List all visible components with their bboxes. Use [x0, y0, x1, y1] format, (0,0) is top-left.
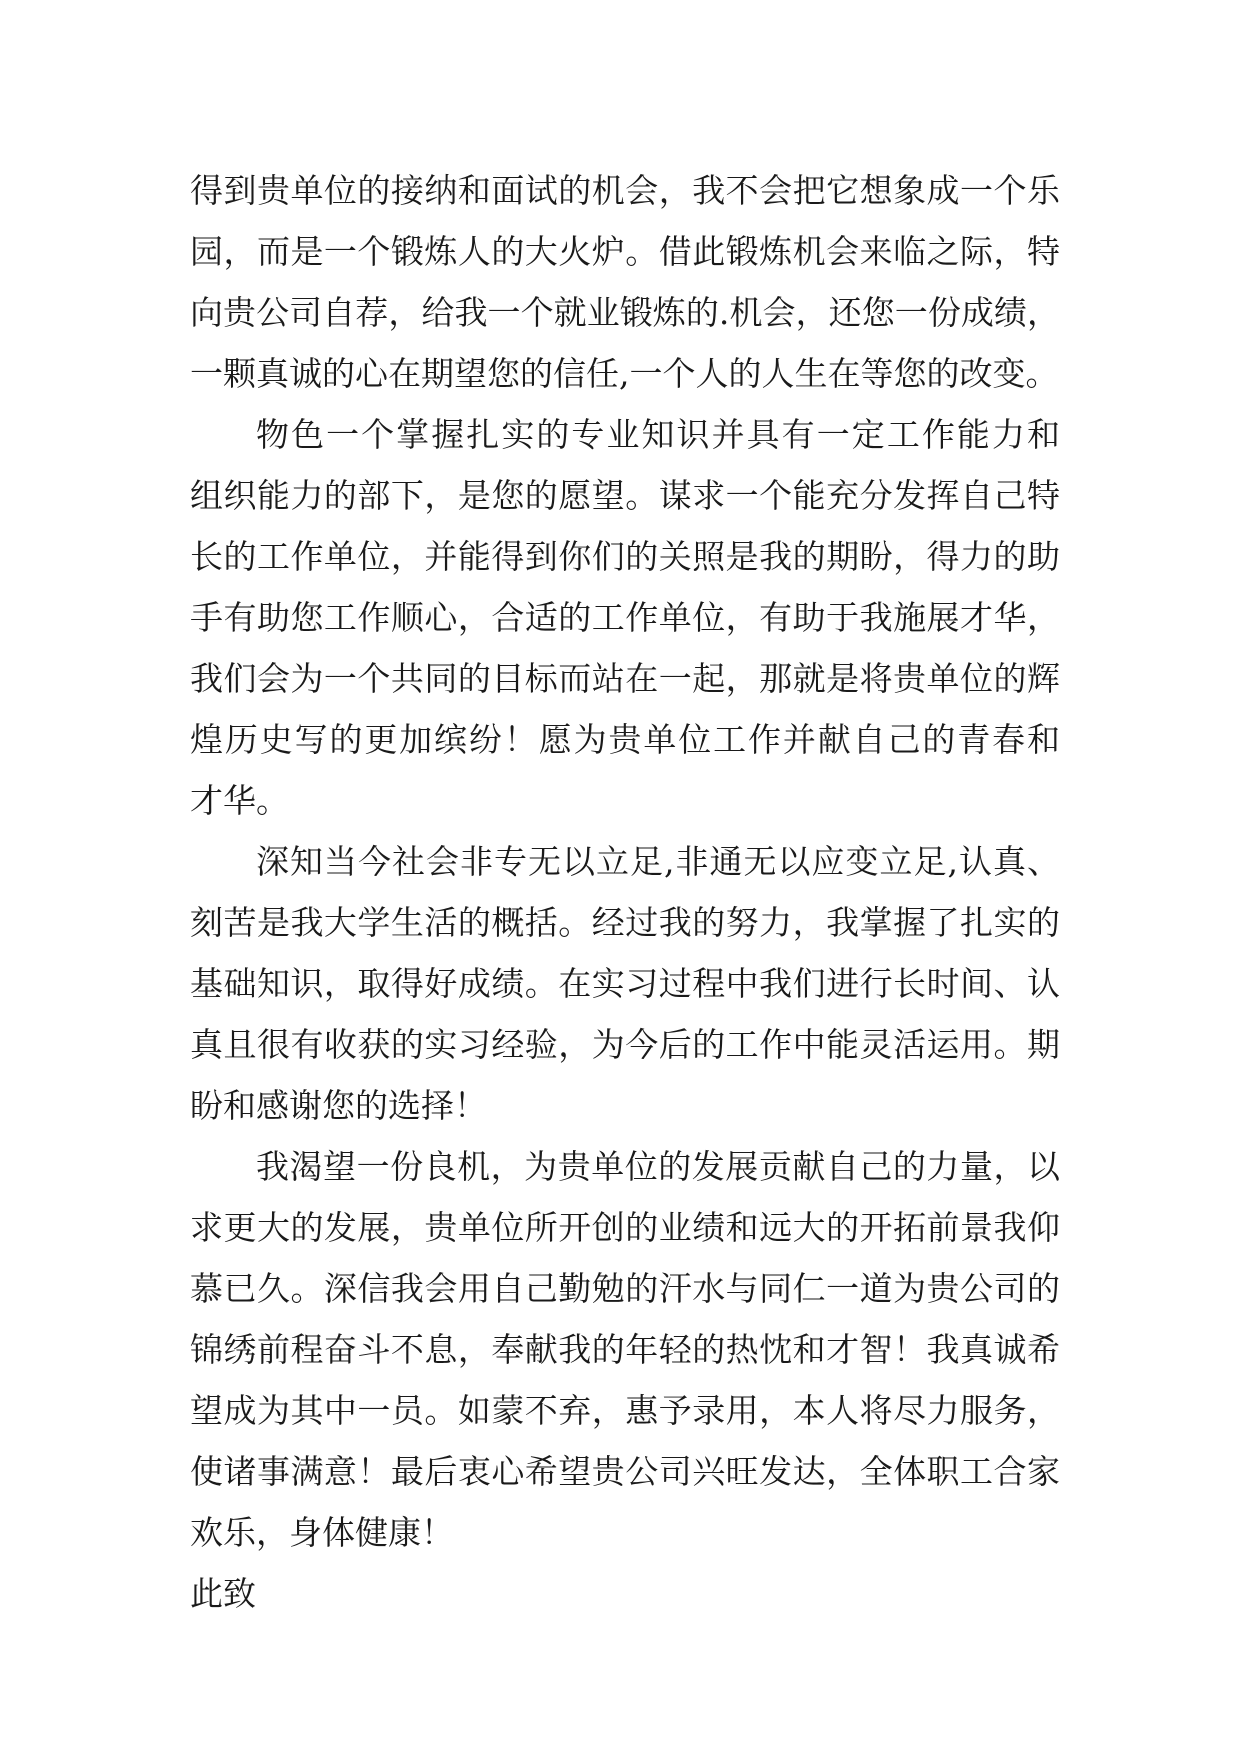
paragraph-2-line: 长的工作单位，并能得到你们的关照是我的期盼，得力的助	[190, 537, 1060, 576]
paragraph-2-line: 手有助您工作顺心，合适的工作单位，有助于我施展才华，	[190, 598, 1060, 637]
paragraph-3-line: 深知当今社会非专无以立足,非通无以应变立足,认真、	[256, 842, 1060, 881]
paragraph-2-line: 物色一个掌握扎实的专业知识并具有一定工作能力和	[256, 415, 1060, 454]
paragraph-1-line: 向贵公司自荐，给我一个就业锻炼的.机会，还您一份成绩，	[190, 293, 1060, 332]
paragraph-4-line: 欢乐，身体健康！	[190, 1513, 454, 1552]
paragraph-4-line: 求更大的发展，贵单位所开创的业绩和远大的开拓前景我仰	[190, 1208, 1060, 1247]
paragraph-4-line: 望成为其中一员。如蒙不弃，惠予录用，本人将尽力服务，	[190, 1391, 1060, 1430]
paragraph-4-line: 慕已久。深信我会用自己勤勉的汗水与同仁一道为贵公司的	[190, 1269, 1060, 1308]
paragraph-2-line: 组织能力的部下，是您的愿望。谋求一个能充分发挥自己特	[190, 476, 1060, 515]
paragraph-3-line: 刻苦是我大学生活的概括。经过我的努力，我掌握了扎实的	[190, 903, 1060, 942]
paragraph-4-line: 我渴望一份良机，为贵单位的发展贡献自己的力量，以	[256, 1147, 1060, 1186]
paragraph-3-line: 真且很有收获的实习经验，为今后的工作中能灵活运用。期	[190, 1025, 1060, 1064]
letter-body	[190, 160, 1060, 1624]
paragraph-4-line: 锦绣前程奋斗不息，奉献我的年轻的热忱和才智！我真诚希	[190, 1330, 1060, 1369]
paragraph-2-line: 才华。	[190, 781, 289, 820]
paragraph-4-line: 使诸事满意！最后衷心希望贵公司兴旺发达，全体职工合家	[190, 1452, 1060, 1491]
paragraph-1-line: 园，而是一个锻炼人的大火炉。借此锻炼机会来临之际，特	[190, 232, 1060, 271]
closing-salutation: 此致	[190, 1574, 256, 1613]
paragraph-2-line: 煌历史写的更加缤纷！愿为贵单位工作并献自己的青春和	[190, 720, 1060, 759]
paragraph-3-line: 盼和感谢您的选择！	[190, 1086, 487, 1125]
paragraph-3-line: 基础知识，取得好成绩。在实习过程中我们进行长时间、认	[190, 964, 1060, 1003]
paragraph-2-line: 我们会为一个共同的目标而站在一起，那就是将贵单位的辉	[190, 659, 1060, 698]
paragraph-1-line: 一颗真诚的心在期望您的信任,一个人的人生在等您的改变。	[190, 354, 1059, 393]
paragraph-1-line: 得到贵单位的接纳和面试的机会，我不会把它想象成一个乐	[190, 171, 1060, 210]
